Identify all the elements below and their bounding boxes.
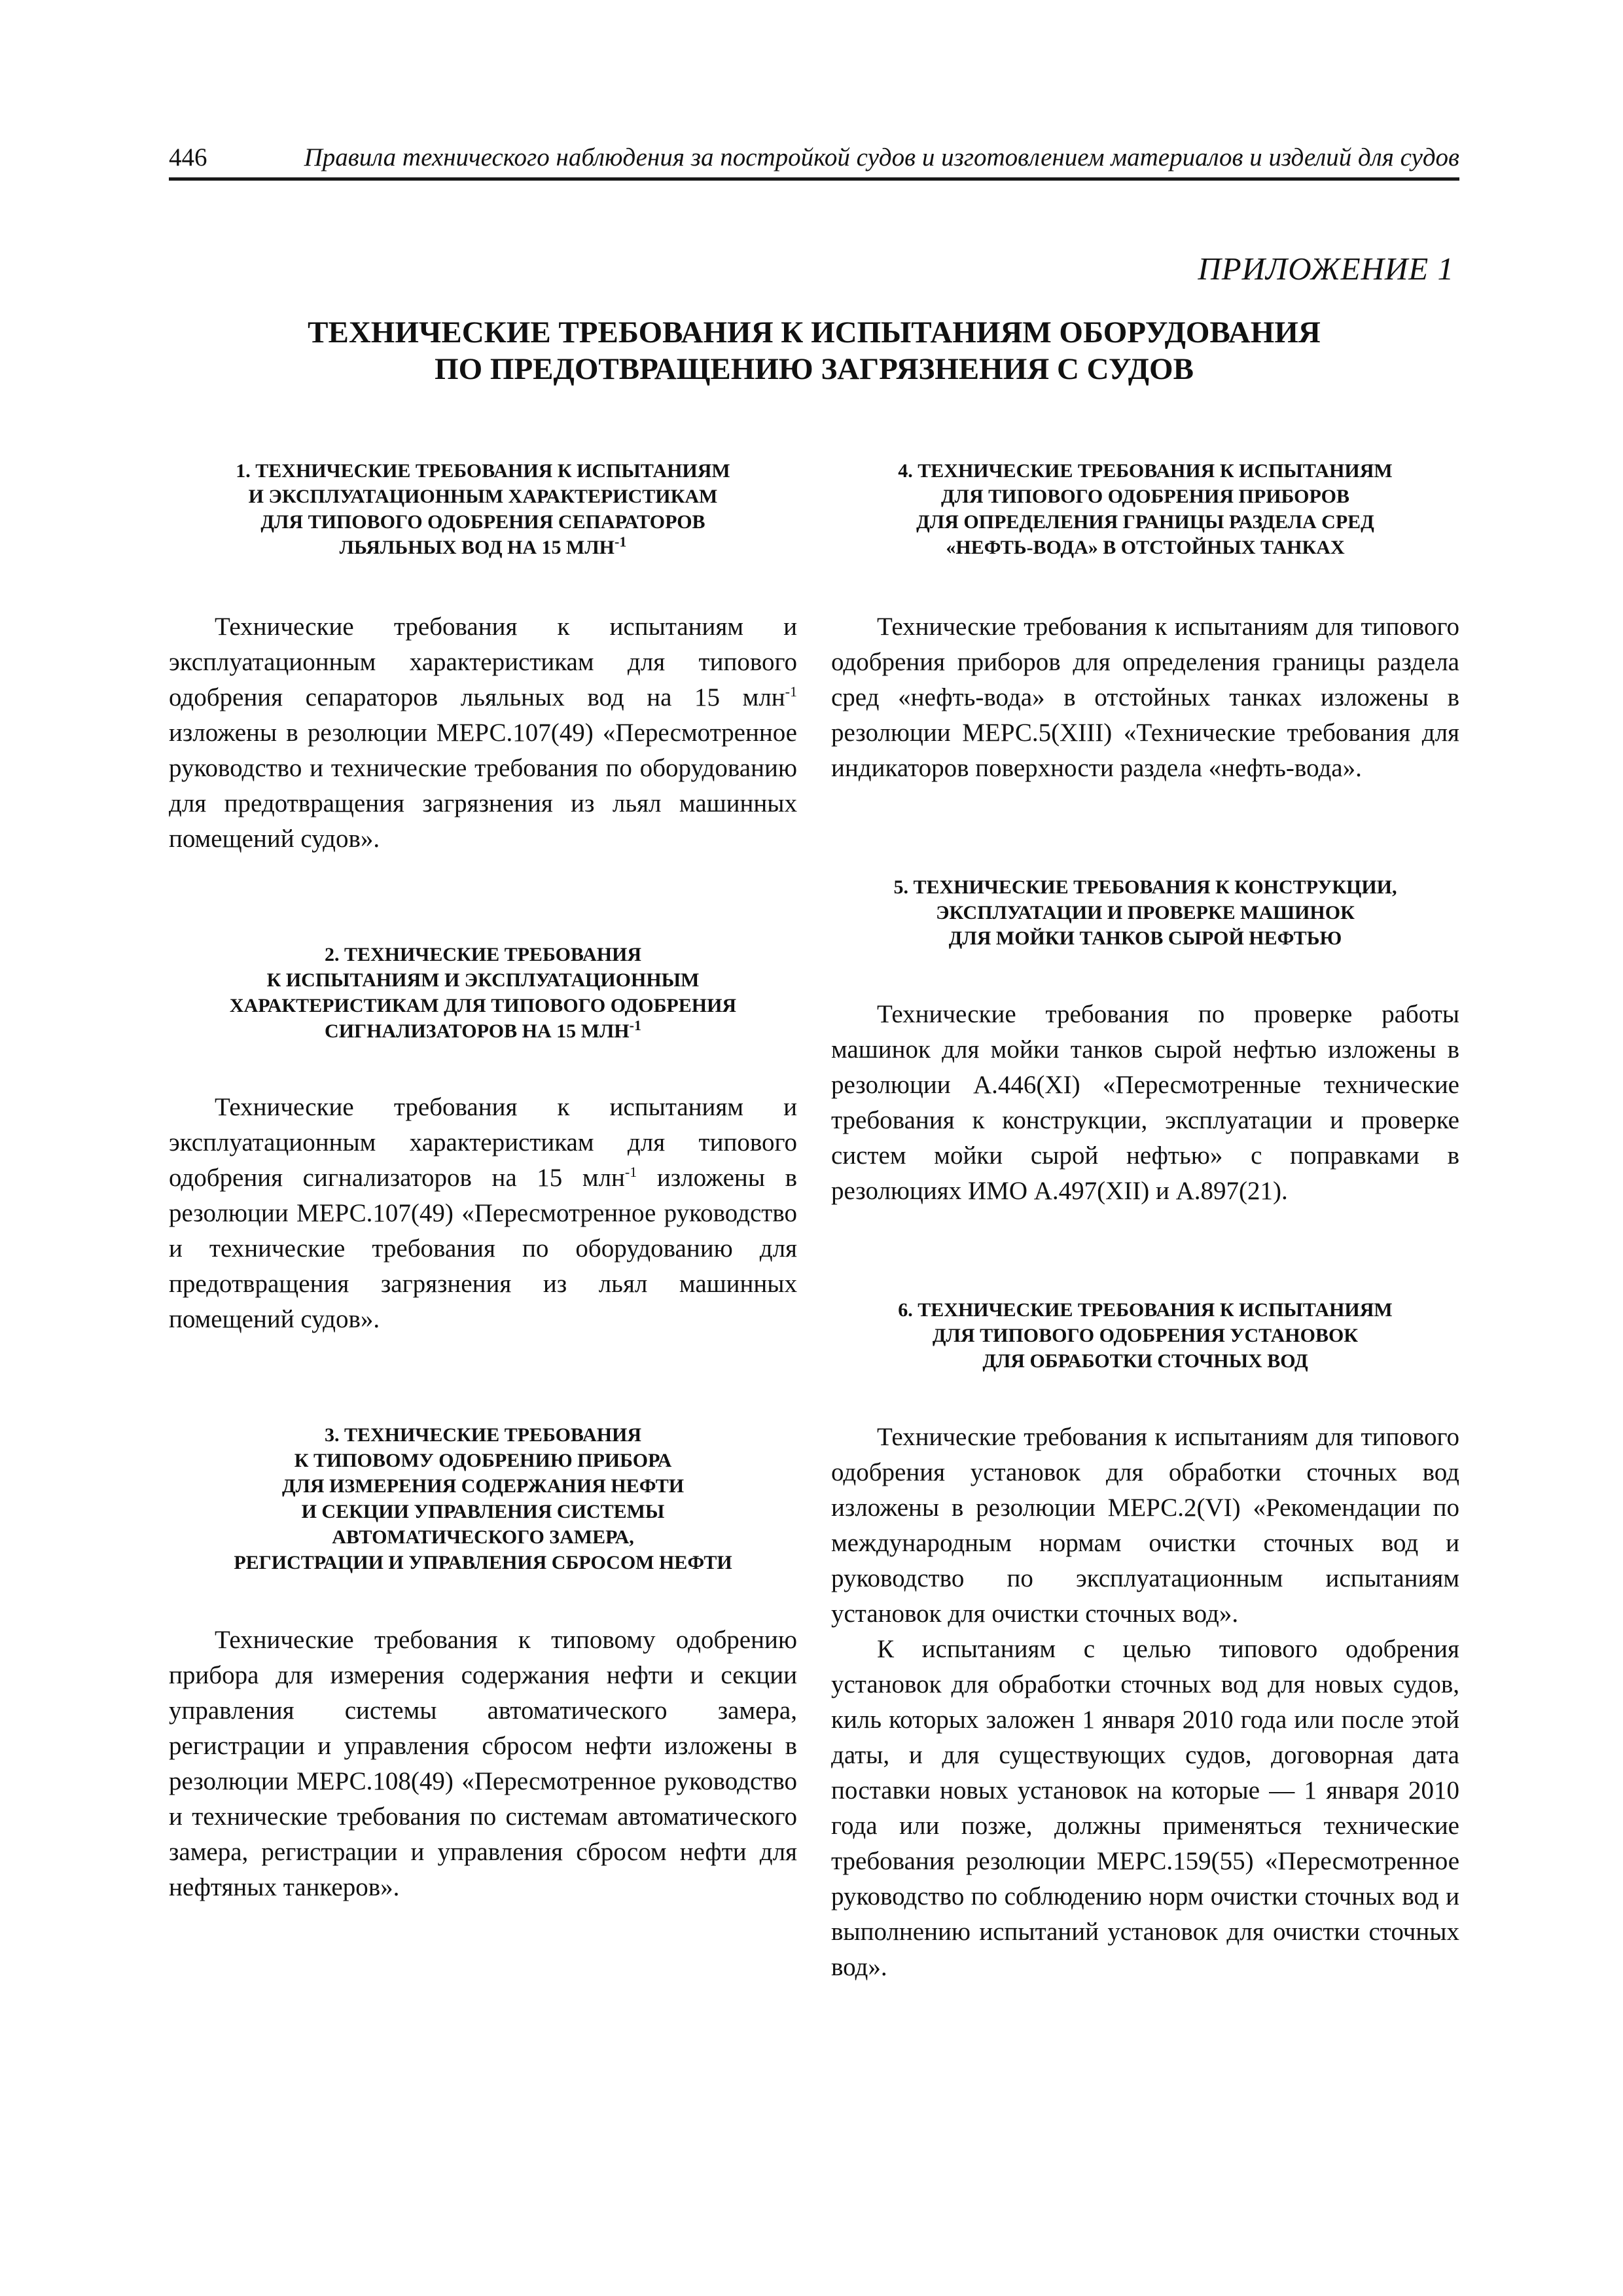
- main-title-line-2: ПО ПРЕДОТВРАЩЕНИЮ ЗАГРЯЗНЕНИЯ С СУДОВ: [435, 352, 1194, 386]
- main-title-line-1: ТЕХНИЧЕСКИЕ ТРЕБОВАНИЯ К ИСПЫТАНИЯМ ОБОРУДОВАНИЯ: [308, 315, 1321, 350]
- running-title: Правила технического наблюдения за постройкой судов и изготовлением материалов и изделий для судов: [304, 143, 1459, 171]
- section-5: [831, 874, 1459, 1209]
- section-4-text: Технические требования к испытаниям для типового одобрения приборов для определения границы раздела сред «нефть-вода» в отстойных танках изложены в резолюции МЕРС.5(XIII) «Технические требования для индикаторов поверхности раздела «нефть-вода».: [831, 613, 1459, 782]
- section-6-text-1: Технические требования к испытаниям для типового одобрения установок для обработки сточных вод изложены в резолюции МЕРС.2(VI) «Рекомендации по международным нормам очистки сточных вод и руководство по эксплуатационным испытаниям установок для очистки сточных вод».: [831, 1423, 1459, 1628]
- section-1-text-sup: -1: [785, 683, 797, 700]
- section-6: [831, 1297, 1459, 1985]
- left-column: [169, 458, 797, 1905]
- section-1: [169, 458, 797, 857]
- page-header: [169, 143, 1459, 181]
- page-number: 446: [169, 143, 207, 171]
- section-4: [831, 458, 1459, 786]
- section-3-text: Технические требования к типовому одобрению прибора для измерения содержания нефти и секции управления системы автоматического замера, регистрации и управления сбросом нефти изложены в резолюции МЕРС.108(49) «Пересмотренное руководство и технические требования по системам автоматического замера, регистрации и управления сбросом нефти для нефтяных танкеров».: [169, 1626, 797, 1901]
- section-5-text: Технические требования по проверке работы машинок для мойки танков сырой нефтью изложены в резолюции А.446(XI) «Пересмотренные технические требования к конструкции, эксплуатации и проверке систем мойки сырой нефтью» с поправками в резолюциях ИМО А.497(XII) и А.897(21).: [831, 1000, 1459, 1205]
- section-1-heading: 1. ТЕХНИЧЕСКИЕ ТРЕБОВАНИЯ К ИСПЫТАНИЯМ И ЭКСПЛУАТАЦИОННЫМ ХАРАКТЕРИСТИКАМ ДЛЯ ТИПОВОГО ОДОБРЕНИЯ СЕПАРАТОРОВ ЛЬЯЛЬНЫХ ВОД НА 15 $МЛН^{-1}$: [236, 460, 730, 558]
- section-4-heading: 4. ТЕХНИЧЕСКИЕ ТРЕБОВАНИЯ К ИСПЫТАНИЯМ ДЛЯ ТИПОВОГО ОДОБРЕНИЯ ПРИБОРОВ ДЛЯ ОПРЕДЕЛЕНИЯ ГРАНИЦЫ РАЗДЕЛА СРЕД «НЕФТЬ-ВОДА» В ОТСТОЙНЫХ ТАНКАХ: [898, 460, 1393, 558]
- right-column: [831, 458, 1459, 1985]
- section-5-heading: 5. ТЕХНИЧЕСКИЕ ТРЕБОВАНИЯ К КОНСТРУКЦИИ, ЭКСПЛУАТАЦИИ И ПРОВЕРКЕ МАШИНОК ДЛЯ МОЙКИ ТАНКОВ СЫРОЙ НЕФТЬЮ: [893, 876, 1397, 949]
- section-2-heading: 2. ТЕХНИЧЕСКИЕ ТРЕБОВАНИЯ К ИСПЫТАНИЯМ И ЭКСПЛУАТАЦИОННЫМ ХАРАКТЕРИСТИКАМ ДЛЯ ТИПОВОГО ОДОБРЕНИЯ СИГНАЛИЗАТОРОВ НА 15 $МЛН^{-1}$: [229, 944, 737, 1042]
- section-3: [169, 1422, 797, 1905]
- section-2-text-sup: -1: [624, 1164, 637, 1180]
- appendix-label: ПРИЛОЖЕНИЕ 1: [1198, 251, 1454, 287]
- section-6-text-2: К испытаниям с целью типового одобрения установок для обработки сточных вод для новых судов, киль которых заложен 1 января 2010 года или после этой даты, и для существующих судов, договорная дата поставки новых установок на которые — 1 января 2010 года или позже, должны применяться технические требования резолюции МЕРС.159(55) «Пересмотренное руководство по соблюдению норм очистки сточных вод и выполнению испытаний установок для очистки сточных вод».: [831, 1635, 1459, 1981]
- section-3-heading: 3. ТЕХНИЧЕСКИЕ ТРЕБОВАНИЯ К ТИПОВОМУ ОДОБРЕНИЮ ПРИБОРА ДЛЯ ИЗМЕРЕНИЯ СОДЕРЖАНИЯ НЕФТИ И СЕКЦИИ УПРАВЛЕНИЯ СИСТЕМЫ АВТОМАТИЧЕСКОГО ЗАМЕРА, РЕГИСТРАЦИИ И УПРАВЛЕНИЯ СБРОСОМ НЕФТИ: [234, 1424, 732, 1573]
- section-1-text: Технические требования к испытаниям и эксплуатационным характеристикам для типового одобрения сепараторов льяльных вод на 15 млн$^{-1}$ изложены в резолюции МЕРС.107(49) «Пересмотренное руководство и технические требования по оборудованию для предотвращения загрязнения из льял машинных помещений судов».: [169, 613, 797, 853]
- section-6-heading: 6. ТЕХНИЧЕСКИЕ ТРЕБОВАНИЯ К ИСПЫТАНИЯМ ДЛЯ ТИПОВОГО ОДОБРЕНИЯ УСТАНОВОК ДЛЯ ОБРАБОТКИ СТОЧНЫХ ВОД: [898, 1299, 1393, 1372]
- section-2-heading-sup: -1: [629, 1017, 641, 1033]
- section-2: [169, 942, 797, 1337]
- section-1-heading-sup: -1: [615, 533, 627, 550]
- section-2-text: Технические требования к испытаниям и эксплуатационным характеристикам для типового одобрения сигнализаторов на 15 млн$^{-1}$ изложены в резолюции МЕРС.107(49) «Пересмотренное руководство и технические требования по оборудованию для предотвращения загрязнения из льял машинных помещений судов».: [169, 1093, 797, 1333]
- main-title: [169, 314, 1459, 387]
